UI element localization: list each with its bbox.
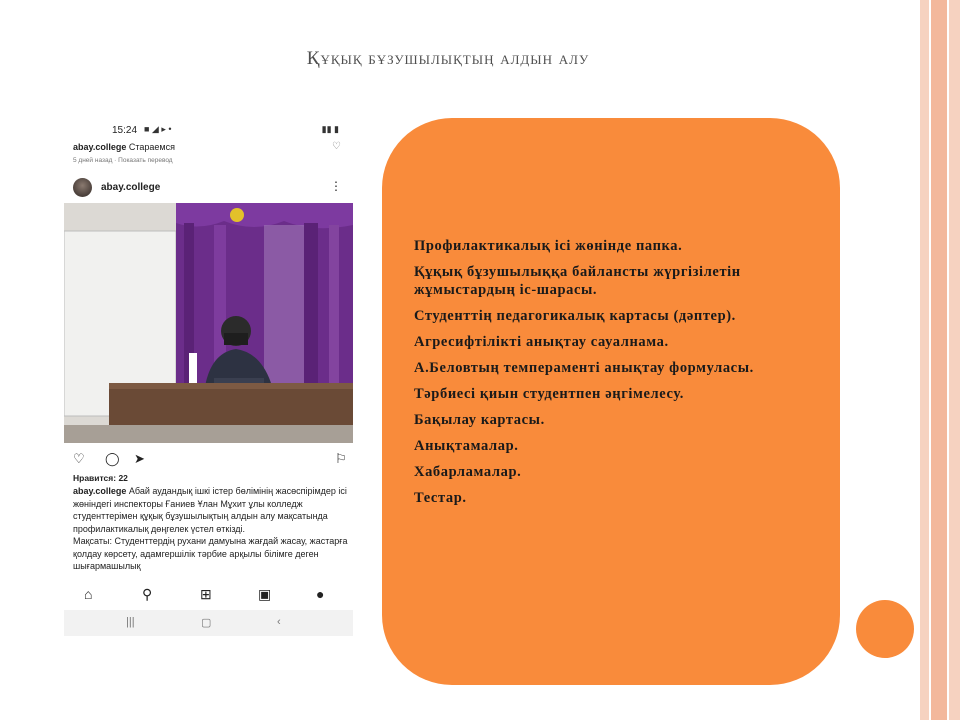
side-stripes: [920, 0, 960, 720]
heart-icon[interactable]: ♡: [332, 141, 341, 152]
home-circle-icon[interactable]: ▢: [201, 617, 212, 629]
list-item: Агресифтілікті анықтау сауалнама.: [414, 334, 669, 350]
heart-icon[interactable]: ♡: [73, 451, 85, 466]
list-item: Құқық бұзушылыққа байлансты жүргізілетін жұмыстардың іс-шарасы.: [414, 264, 741, 298]
slide-title: Құқық бұзушылықтың алдын алу: [306, 48, 590, 69]
shop-icon[interactable]: ▣: [258, 586, 272, 602]
caption-text: Абай аудандық ішкі істер бөлімінің жасөспірімдер ісі жөніндегі инспекторы Ғаниев Ұлан Мұхит ұлы колледж студенттерімен құқық бұзушылықтың алдын алу мақсатында профилактикалық дөңгелек үстел өткізді.: [73, 486, 347, 534]
decorative-circle: [856, 600, 914, 658]
previous-post-account[interactable]: abay.college: [73, 142, 127, 152]
post-caption: [73, 485, 348, 573]
share-icon[interactable]: ➤: [134, 451, 145, 466]
bookmark-icon[interactable]: ⚐: [335, 451, 347, 466]
orange-content-panel: [382, 118, 840, 685]
list-item: Бақылау картасы.: [414, 412, 545, 428]
search-icon[interactable]: ⚲: [142, 586, 153, 602]
document-list: [414, 237, 824, 515]
list-item: Анықтамалар.: [414, 438, 519, 454]
previous-post-caption: [73, 142, 175, 152]
profile-icon[interactable]: ●: [316, 586, 325, 602]
system-navigation: [64, 610, 353, 636]
recents-icon[interactable]: |||: [126, 616, 135, 628]
home-icon[interactable]: ⌂: [84, 586, 93, 602]
list-item: Студенттің педагогикалық картасы (дәптер).: [414, 308, 736, 324]
add-icon[interactable]: ⊞: [200, 586, 212, 602]
likes-count[interactable]: Нравится: 22: [73, 473, 128, 483]
previous-post-meta[interactable]: 5 дней назад · Показать перевод: [73, 157, 173, 164]
notification-icons: ■ ◢ ▸ •: [144, 124, 172, 134]
signal-battery-icon: ▮▮ ▮: [321, 124, 339, 134]
list-item: Тестар.: [414, 490, 467, 506]
list-item: Хабарламалар.: [414, 464, 522, 480]
bottom-navigation: [64, 584, 353, 608]
post-photo[interactable]: [64, 203, 353, 443]
caption-account[interactable]: abay.college: [73, 486, 127, 496]
back-icon[interactable]: ‹: [277, 616, 281, 628]
avatar[interactable]: [73, 178, 92, 197]
list-item: А.Беловтың темпераменті анықтау формуласы.: [414, 360, 754, 376]
status-bar: [64, 122, 353, 140]
post-header: [73, 178, 348, 198]
comment-icon[interactable]: ◯: [105, 451, 120, 466]
stripe-1: [920, 0, 929, 720]
list-item: Профилактикалық ісі жөнінде папка.: [414, 238, 683, 254]
post-actions: [73, 451, 348, 467]
instagram-screenshot: [64, 122, 353, 636]
stripe-3: [949, 0, 960, 720]
status-time: 15:24: [112, 125, 138, 136]
caption-more-1: Мақсаты: Студенттердің рухани дамуына жағдай жасау, жастарға қолдау көрсету, адамгершілік: [73, 536, 348, 559]
stripe-2: [931, 0, 947, 720]
post-account-name[interactable]: abay.college: [101, 182, 161, 193]
more-options-icon[interactable]: ⋮: [330, 179, 342, 193]
post-photo-image: [64, 203, 353, 443]
caption-more-2: тәрбие арқылы білімге деген шығармашылық: [73, 548, 319, 571]
previous-post-text: Стараемся: [128, 142, 175, 152]
list-item: Тәрбиесі қиын студентпен әңгімелесу.: [414, 386, 684, 402]
